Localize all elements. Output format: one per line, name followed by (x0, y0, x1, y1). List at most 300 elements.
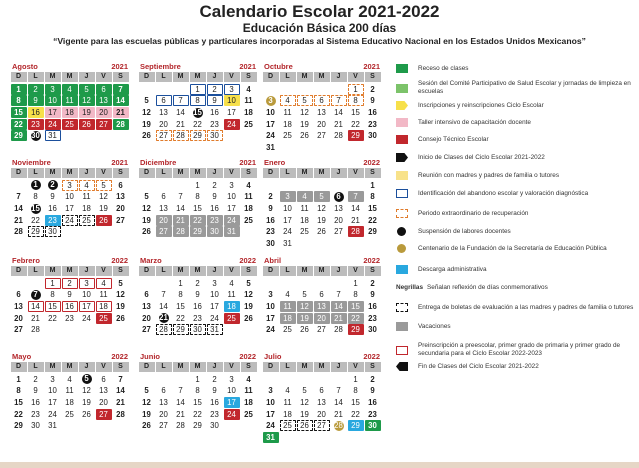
day-cell: 29 (348, 324, 364, 335)
day-cell: 27 (159, 421, 168, 431)
month-year: 2021 (239, 62, 256, 71)
day-cell: 6 (156, 95, 172, 106)
weekday-header: M (297, 266, 313, 276)
day-cell: 20 (159, 409, 168, 419)
month-header (138, 256, 258, 266)
day-cell: 28 (334, 325, 343, 335)
month-name: Abril (264, 256, 282, 265)
weekday-header: S (113, 72, 129, 82)
month-junio (138, 352, 258, 432)
month-year: 2022 (239, 352, 256, 361)
day-cell: 28 (156, 324, 172, 335)
day-cell: 28 (113, 119, 129, 130)
empty-cell (313, 84, 330, 96)
day-cell: 29 (193, 421, 202, 431)
day-cell: 4 (67, 374, 72, 384)
day-cell: 10 (227, 192, 236, 202)
weekday-header: V (224, 266, 240, 276)
day-cell: 16 (266, 215, 275, 225)
day-cell: 2 (268, 192, 273, 202)
day-cell: 18 (244, 108, 253, 118)
month-grid (138, 168, 258, 238)
day-cell: 1 (353, 278, 358, 288)
day-cell: 17 (79, 301, 95, 312)
day-cell: 28 (348, 226, 364, 237)
day-cell: 21 (351, 215, 360, 225)
day-cell: 27 (317, 325, 326, 335)
legend-item (396, 189, 636, 198)
day-cell: 10 (266, 398, 275, 408)
day-cell: 30 (207, 226, 223, 237)
day-cell: 24 (266, 131, 275, 141)
day-cell: 26 (317, 227, 326, 237)
day-cell: 2 (48, 180, 58, 190)
day-cell: 1 (16, 374, 21, 384)
day-cell: 19 (79, 107, 95, 118)
empty-cell (262, 180, 279, 192)
day-cell: 24 (266, 421, 275, 431)
weekday-header: V (348, 168, 364, 178)
day-cell: 29 (14, 421, 23, 431)
weekday-header: M (62, 168, 78, 178)
day-cell: 6 (118, 180, 123, 190)
weekday-header: D (139, 168, 155, 178)
day-cell: 21 (31, 313, 40, 323)
day-cell: 13 (142, 302, 151, 312)
day-cell: 27 (334, 227, 343, 237)
day-cell: 19 (317, 215, 326, 225)
day-cell: 25 (62, 119, 78, 130)
weekday-header: J (207, 362, 223, 372)
day-cell: 19 (300, 119, 309, 129)
day-cell: 11 (99, 290, 108, 300)
day-cell: 14 (334, 108, 343, 118)
day-cell: 5 (302, 290, 307, 300)
day-cell: 7 (331, 95, 347, 106)
weekday-header: M (62, 362, 78, 372)
day-cell: 15 (193, 204, 202, 214)
day-cell: 1 (195, 374, 200, 384)
day-cell: 14 (28, 301, 44, 312)
empty-cell (262, 374, 279, 386)
weekday-header: D (139, 362, 155, 372)
legend-label: Descarga administrativa (418, 265, 487, 273)
month-grid (262, 362, 382, 443)
bottom-ribbon (0, 462, 639, 468)
day-cell: 1 (190, 84, 206, 95)
day-cell: 23 (65, 313, 74, 323)
day-cell: 8 (195, 192, 200, 202)
day-cell: 3 (224, 84, 240, 95)
day-cell: 24 (224, 119, 240, 130)
day-cell: 16 (368, 302, 377, 312)
day-cell: 1 (370, 180, 375, 190)
day-cell: 6 (314, 95, 330, 106)
day-cell: 18 (65, 398, 74, 408)
month-grid (10, 266, 130, 336)
page-title: Calendario Escolar 2021-2022 (199, 2, 440, 21)
day-cell: 2 (28, 84, 44, 95)
day-cell: 17 (65, 204, 74, 214)
day-cell: 26 (300, 325, 309, 335)
day-cell: 26 (300, 131, 309, 141)
month-grid (262, 168, 382, 249)
day-cell: 27 (142, 325, 151, 335)
day-cell: 25 (244, 409, 253, 419)
day-cell: 19 (142, 215, 151, 225)
day-cell: 16 (193, 302, 202, 312)
day-cell: 22 (193, 409, 202, 419)
day-cell: 26 (297, 420, 313, 431)
day-cell: 20 (99, 398, 108, 408)
legend-item (396, 101, 636, 110)
month-grid (138, 266, 258, 336)
red-swatch-icon (396, 135, 408, 144)
day-cell: 22 (31, 215, 40, 225)
day-cell: 25 (280, 420, 296, 431)
month-name: Julio (264, 352, 282, 361)
empty-cell (155, 278, 172, 290)
day-cell: 3 (212, 278, 217, 288)
month-year: 2022 (363, 158, 380, 167)
empty-cell (155, 180, 172, 192)
month-name: Febrero (12, 256, 40, 265)
day-cell: 12 (79, 95, 95, 106)
day-cell: 11 (280, 301, 296, 312)
day-cell: 27 (314, 420, 330, 431)
month-header (262, 352, 382, 362)
day-cell: 12 (244, 290, 253, 300)
day-cell: 17 (224, 397, 240, 408)
legend-label: Entrega de boletas de evaluación a las madres y padres de familia o tutores (418, 303, 634, 311)
day-cell: 24 (62, 215, 78, 226)
day-cell: 18 (62, 107, 78, 118)
day-cell: 4 (285, 290, 290, 300)
day-cell: 8 (11, 95, 27, 106)
day-cell: 20 (142, 313, 151, 323)
day-cell: 5 (96, 180, 112, 191)
weekday-header: M (173, 362, 189, 372)
day-cell: 18 (82, 204, 91, 214)
weekday-header: L (156, 72, 172, 82)
day-cell: 22 (351, 409, 360, 419)
day-cell: 9 (268, 204, 273, 214)
day-cell: 3 (268, 386, 273, 396)
day-cell: 23 (193, 313, 202, 323)
legend-item (396, 342, 636, 358)
day-cell: 20 (334, 215, 343, 225)
day-cell: 15 (351, 108, 360, 118)
day-cell: 10 (283, 204, 292, 214)
weekday-header: M (173, 72, 189, 82)
day-cell: 31 (283, 238, 292, 248)
day-cell: 16 (210, 108, 219, 118)
legend-label: Inicio de Clases del Ciclo Escolar 2021-2022 (418, 153, 545, 161)
day-cell: 25 (65, 409, 74, 419)
day-cell: 14 (14, 204, 23, 214)
day-cell: 16 (62, 301, 78, 312)
day-cell: 24 (48, 409, 57, 419)
day-cell: 12 (297, 301, 313, 312)
day-cell: 3 (79, 278, 95, 289)
day-cell: 2 (195, 278, 200, 288)
month-name: Enero (264, 158, 286, 167)
weekday-header: V (224, 168, 240, 178)
empty-cell (155, 374, 172, 386)
day-cell: 2 (212, 374, 217, 384)
empty-cell (138, 278, 155, 290)
day-cell: 29 (190, 226, 206, 237)
day-cell: 8 (353, 386, 358, 396)
day-cell: 30 (207, 130, 223, 141)
weekday-header: S (241, 362, 257, 372)
weekday-header: J (331, 72, 347, 82)
day-cell: 30 (45, 226, 61, 237)
day-cell: 28 (334, 131, 343, 141)
day-cell: 19 (297, 313, 313, 324)
day-cell: 2 (33, 374, 38, 384)
month-header (10, 62, 130, 72)
month-year: 2022 (111, 256, 128, 265)
empty-cell (330, 278, 347, 290)
day-cell: 13 (14, 302, 23, 312)
day-cell: 16 (210, 398, 219, 408)
day-cell: 23 (210, 409, 219, 419)
day-cell: 20 (159, 119, 168, 129)
day-cell: 3 (268, 290, 273, 300)
day-cell: 30 (190, 324, 206, 335)
legend-label: Vacaciones (418, 322, 451, 330)
month-febrero (10, 256, 130, 336)
day-cell: 20 (116, 204, 125, 214)
day-cell: 8 (190, 95, 206, 106)
day-cell: 5 (246, 278, 251, 288)
day-cell: 4 (96, 278, 112, 289)
weekday-header: D (11, 266, 27, 276)
day-cell: 20 (317, 409, 326, 419)
day-cell: 23 (31, 409, 40, 419)
day-cell: 31 (45, 130, 61, 141)
legend-label: Periodo extraordinario de recuperación (418, 209, 529, 217)
day-cell: 7 (336, 290, 341, 300)
day-cell: 9 (28, 95, 44, 106)
weekday-header: S (365, 266, 381, 276)
day-cell: 3 (50, 374, 55, 384)
weekday-header: M (297, 72, 313, 82)
day-cell: 31 (224, 226, 240, 237)
empty-cell (313, 180, 330, 192)
day-cell: 9 (67, 290, 72, 300)
month-grid (138, 362, 258, 432)
month-grid (262, 266, 382, 336)
day-cell: 20 (96, 107, 112, 118)
weekday-header: M (45, 168, 61, 178)
day-cell: 23 (207, 215, 223, 226)
month-header (10, 158, 130, 168)
gray-swatch-icon (396, 322, 408, 331)
day-cell: 30 (31, 421, 40, 431)
day-cell: 15 (176, 302, 185, 312)
weekday-header: S (113, 266, 129, 276)
day-cell: 18 (96, 301, 112, 312)
weekday-header: J (331, 362, 347, 372)
day-cell: 9 (212, 192, 217, 202)
black-dot-swatch-icon (397, 227, 406, 236)
weekday-header: S (241, 168, 257, 178)
day-cell: 14 (116, 386, 125, 396)
month-year: 2021 (239, 158, 256, 167)
empty-cell (10, 180, 27, 192)
day-cell: 20 (14, 313, 23, 323)
day-cell: 26 (116, 313, 125, 323)
month-name: Octubre (264, 62, 293, 71)
weekday-header: L (280, 266, 296, 276)
legend-item (396, 64, 636, 73)
day-cell: 12 (99, 192, 108, 202)
day-cell: 10 (210, 290, 219, 300)
empty-cell (172, 84, 189, 96)
day-cell: 26 (142, 421, 151, 431)
day-cell: 22 (190, 215, 206, 226)
day-cell: 13 (159, 108, 168, 118)
day-cell: 8 (370, 192, 375, 202)
day-cell: 13 (99, 386, 108, 396)
day-cell: 10 (227, 386, 236, 396)
month-year: 2022 (363, 352, 380, 361)
day-cell: 26 (142, 131, 151, 141)
day-cell: 14 (113, 95, 129, 106)
day-cell: 5 (144, 96, 149, 106)
day-cell: 4 (246, 374, 251, 384)
weekday-header: S (241, 72, 257, 82)
day-cell: 22 (193, 119, 202, 129)
day-cell: 27 (14, 325, 23, 335)
month-name: Noviembre (12, 158, 51, 167)
month-header (262, 62, 382, 72)
day-cell: 2 (370, 374, 375, 384)
day-cell: 24 (283, 227, 292, 237)
day-cell: 9 (50, 192, 55, 202)
day-cell: 19 (142, 409, 151, 419)
day-cell: 1 (178, 278, 183, 288)
weekday-header: D (263, 362, 279, 372)
day-cell: 18 (280, 313, 296, 324)
weekday-header: M (314, 168, 330, 178)
month-name: Mayo (12, 352, 32, 361)
weekday-header: M (190, 266, 206, 276)
weekday-header: M (297, 362, 313, 372)
empty-cell (313, 374, 330, 386)
day-cell: 13 (314, 301, 330, 312)
empty-cell (155, 84, 172, 96)
day-cell: 8 (178, 290, 183, 300)
day-cell: 6 (319, 386, 324, 396)
day-cell: 27 (156, 130, 172, 141)
day-cell: 8 (16, 386, 21, 396)
month-name: Septiembre (140, 62, 181, 71)
day-cell: 2 (62, 278, 78, 289)
month-header (10, 352, 130, 362)
day-cell: 25 (224, 313, 240, 324)
day-cell: 5 (79, 84, 95, 95)
day-cell: 1 (31, 180, 41, 190)
day-cell: 10 (266, 108, 275, 118)
day-cell: 31 (207, 324, 223, 335)
day-cell: 15 (11, 107, 27, 118)
day-cell: 9 (370, 96, 375, 106)
day-cell: 10 (45, 95, 61, 106)
day-cell: 23 (210, 119, 219, 129)
day-cell: 1 (353, 374, 358, 384)
day-cell: 14 (334, 398, 343, 408)
legend-label: Fin de Clases del Ciclo Escolar 2021-2022 (418, 362, 539, 370)
day-cell: 26 (82, 409, 91, 419)
day-cell: 13 (96, 95, 112, 106)
day-cell: 8 (353, 290, 358, 300)
day-cell: 23 (368, 313, 377, 323)
day-cell: 3 (45, 84, 61, 95)
day-cell: 9 (207, 95, 223, 106)
day-cell: 11 (244, 192, 253, 202)
day-cell: 15 (368, 204, 377, 214)
blue-outline-swatch-icon (396, 189, 408, 198)
day-cell: 21 (176, 119, 185, 129)
day-cell: 16 (368, 398, 377, 408)
day-cell: 9 (370, 290, 375, 300)
legend-label: Preinscripción a preescolar, primer grado de primaria y primer grado de secundaria para el Ciclo Escolar 2022-2023 (418, 342, 621, 357)
day-cell: 23 (266, 227, 275, 237)
day-cell: 12 (82, 386, 91, 396)
day-cell: 7 (118, 374, 123, 384)
day-cell: 15 (31, 203, 40, 213)
month-marzo (138, 256, 258, 336)
day-cell: 25 (96, 313, 112, 324)
day-cell: 10 (82, 290, 91, 300)
weekday-header: V (96, 168, 112, 178)
day-cell: 20 (317, 119, 326, 129)
empty-cell (138, 180, 155, 192)
day-cell: 7 (161, 290, 166, 300)
weekday-header: L (28, 266, 44, 276)
day-cell: 28 (173, 226, 189, 237)
pink-swatch-icon (396, 118, 408, 127)
day-cell: 14 (331, 301, 347, 312)
day-cell: 6 (319, 290, 324, 300)
day-cell: 1 (45, 278, 61, 289)
day-cell: 13 (159, 204, 168, 214)
day-cell: 19 (116, 302, 125, 312)
weekday-header: M (190, 362, 206, 372)
day-cell: 28 (31, 325, 40, 335)
legend-tag: Negrillas (396, 284, 423, 291)
weekday-header: V (96, 266, 112, 276)
day-cell: 24 (224, 215, 240, 226)
day-cell: 26 (96, 215, 112, 226)
day-cell: 14 (176, 204, 185, 214)
day-cell: 4 (246, 84, 251, 94)
weekday-header: M (190, 72, 206, 82)
weekday-header: V (224, 72, 240, 82)
empty-cell (138, 374, 155, 386)
legend-item (396, 153, 636, 162)
day-cell: 12 (142, 108, 151, 118)
day-cell: 8 (348, 95, 364, 106)
weekday-header: L (280, 362, 296, 372)
day-cell: 15 (193, 107, 202, 117)
weekday-header: M (314, 362, 330, 372)
legend-label: Inscripciones y reinscripciones Ciclo Escolar (418, 101, 544, 109)
day-cell: 14 (351, 204, 360, 214)
